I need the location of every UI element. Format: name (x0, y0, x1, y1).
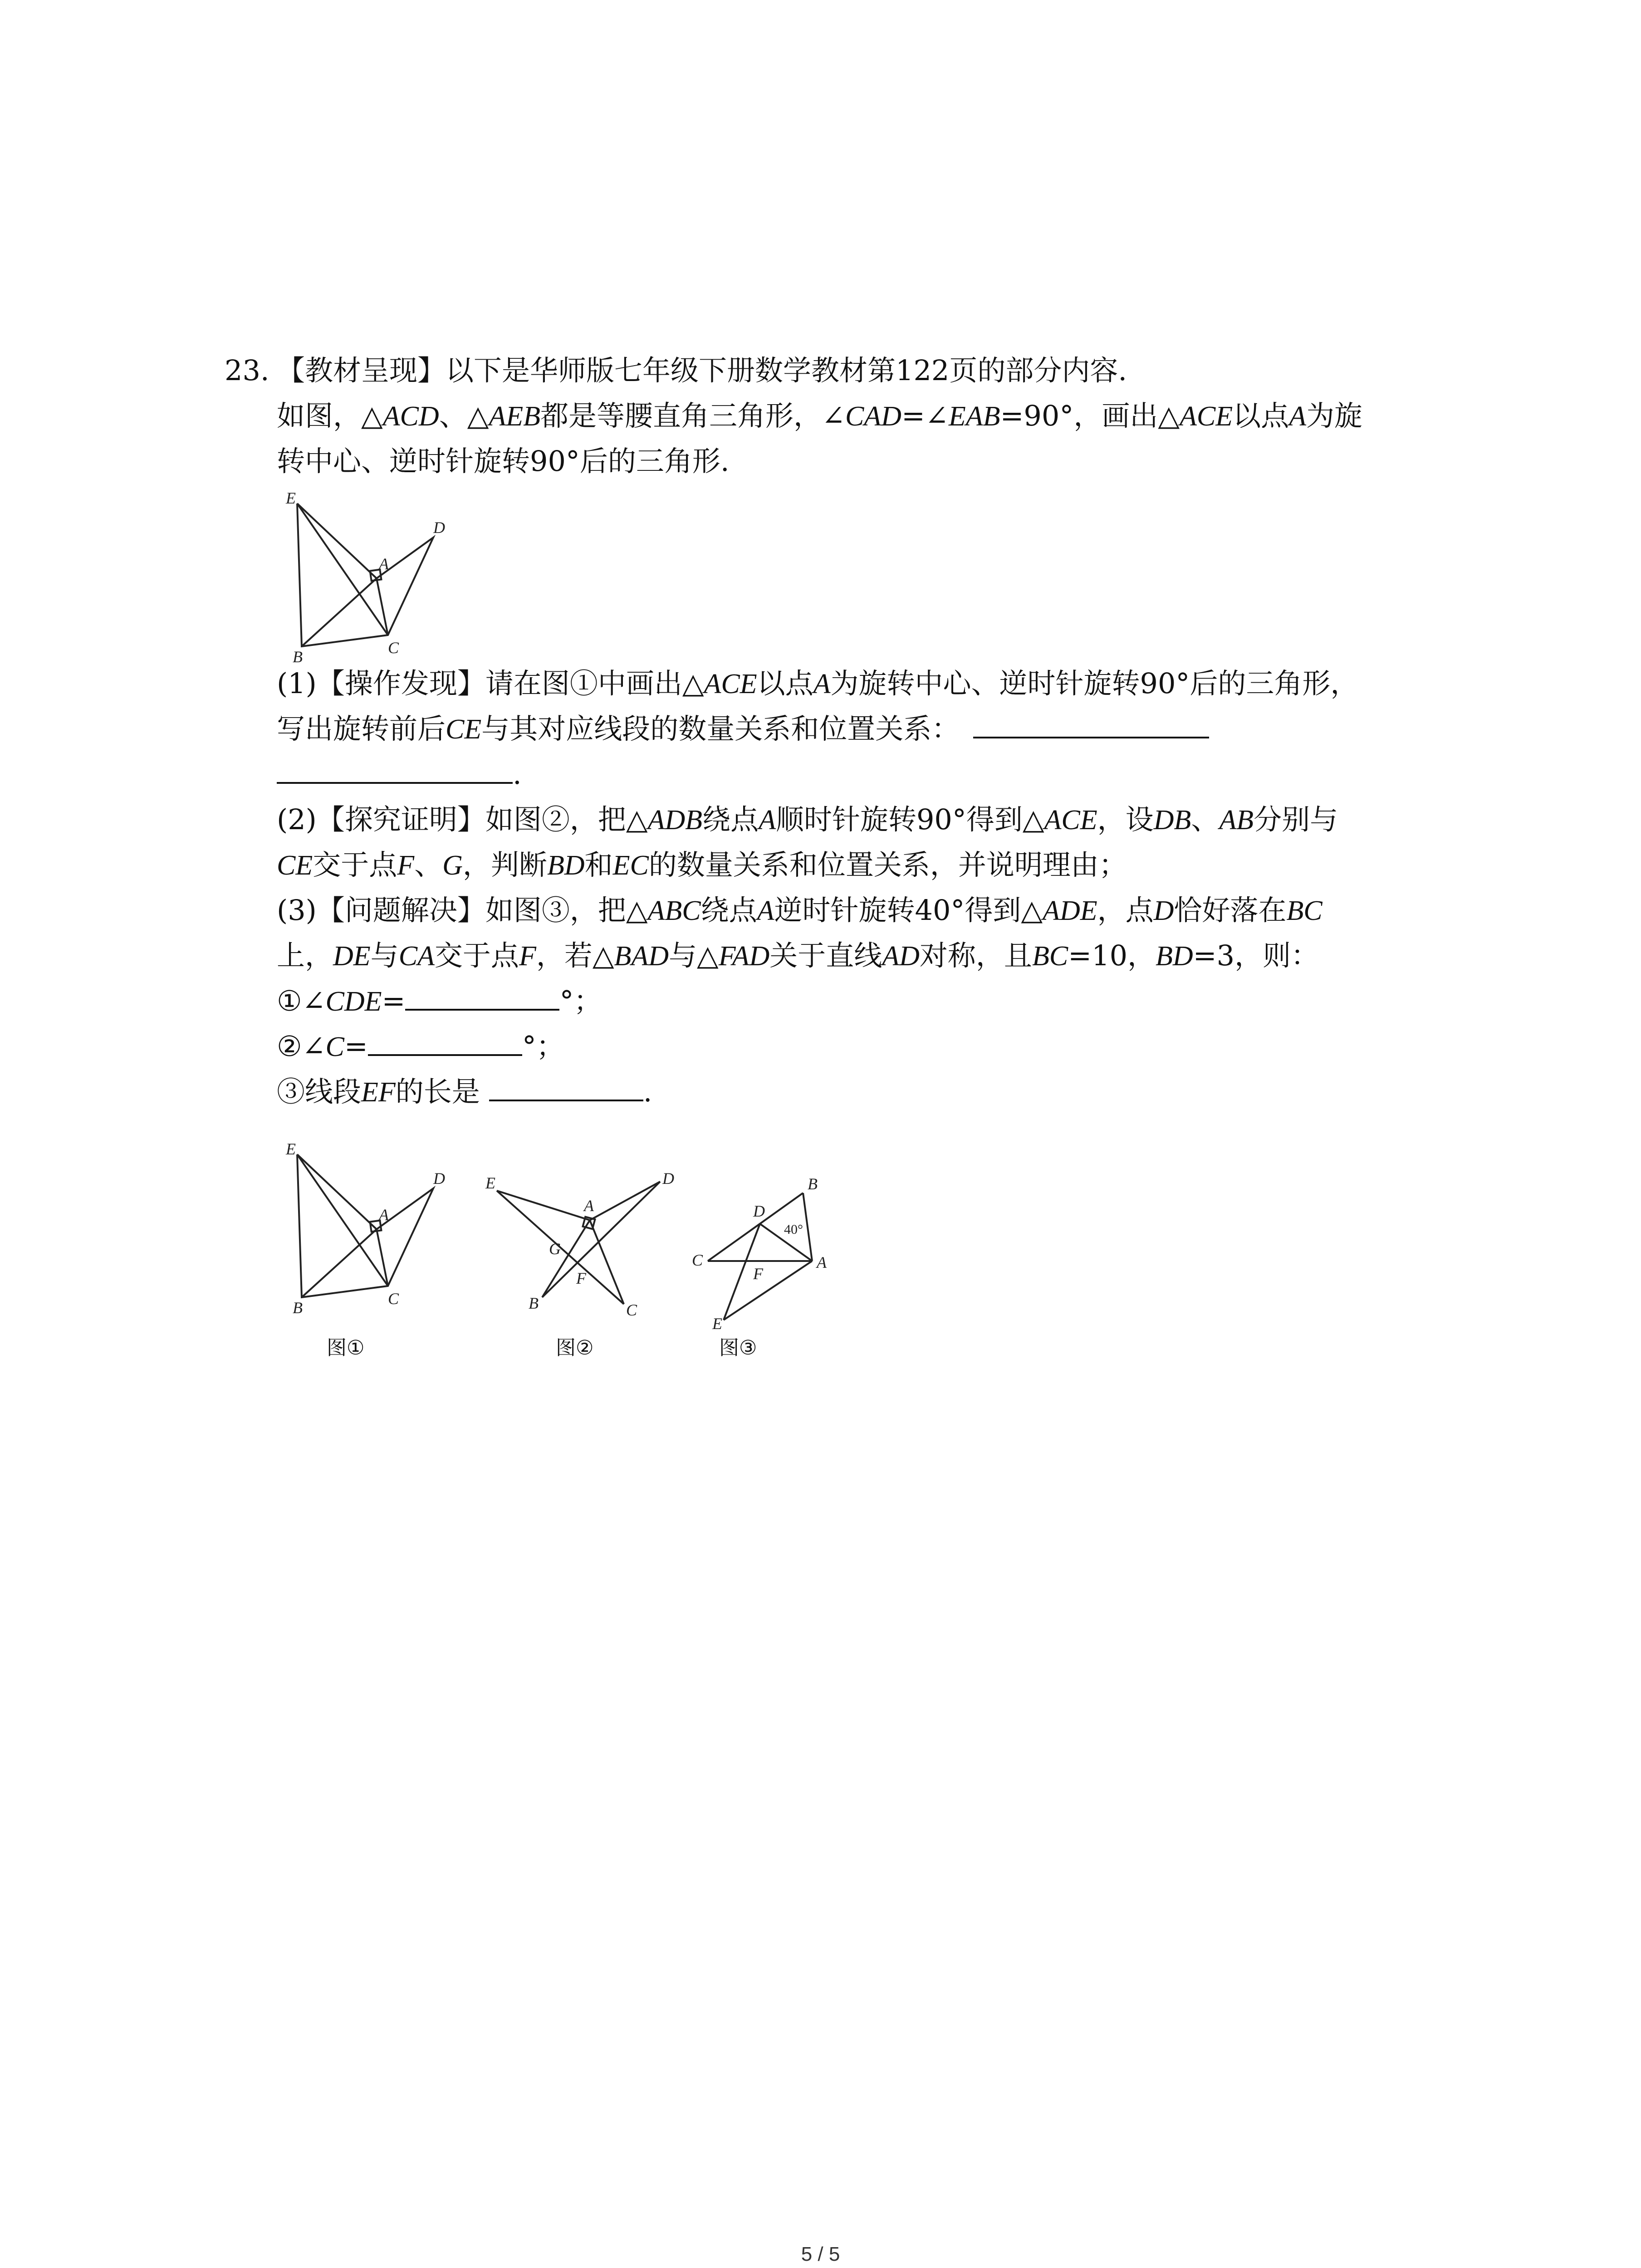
fig3-label-a: A (817, 1253, 827, 1271)
fig0-outline (297, 503, 433, 646)
part3-line-1: (3)【问题解决】如图③，把△ABC绕点A逆时针旋转40°得到△ADE，点D恰好落在BC (277, 894, 1323, 927)
fig2-line-ad (590, 1182, 660, 1220)
part3-sub1: ①∠CDE= °； (277, 981, 602, 1022)
page-number: 5 / 5 (801, 2243, 840, 2265)
fig1-label-d: D (433, 1169, 445, 1188)
part1-line-3: . (277, 754, 522, 795)
figure-3 (681, 1170, 853, 1334)
fig1-label-a: A (379, 1206, 389, 1224)
fig0-label-a: A (379, 555, 389, 573)
part1-answer-blank-2[interactable] (277, 755, 513, 784)
fig1-line-ec (297, 1154, 388, 1286)
description-line-2: 转中心、逆时针旋转90°后的三角形. (277, 445, 730, 478)
fig2-label-a: A (584, 1197, 594, 1215)
part2-line-2: CE交于点F、G，判断BD和EC的数量关系和位置关系，并说明理由； (277, 848, 1127, 881)
fig0-label-b: B (293, 648, 303, 662)
part1-line-1: (1)【操作发现】请在图①中画出△ACE以点A为旋转中心、逆时针旋转90°后的三角形， (277, 667, 1359, 700)
part3-sub2: ②∠C= °； (277, 1026, 564, 1067)
figure-1 (277, 1141, 458, 1313)
fig3-line-ea (724, 1261, 812, 1320)
fig0-line-ba (302, 578, 377, 646)
part3-sub3: ③线段EF的长是 . (277, 1071, 652, 1113)
part1-line-2: 写出旋转前后CE与其对应线段的数量关系和位置关系： (277, 709, 1209, 750)
fig2-label-c: C (626, 1301, 637, 1319)
fig3-angle-label: 40° (784, 1222, 803, 1237)
fig1-label-e: E (286, 1141, 296, 1158)
figure-3-caption: 图③ (719, 1336, 757, 1359)
part3-sub2-blank[interactable] (368, 1027, 522, 1056)
figure-2-caption: 图② (556, 1336, 594, 1359)
fig3-label-d: D (753, 1202, 765, 1220)
fig2-label-e: E (485, 1174, 495, 1192)
fig2-label-f: F (576, 1269, 586, 1287)
fig3-line-ba (803, 1193, 812, 1261)
fig0-label-c: C (388, 639, 399, 657)
fig0-label-d: D (433, 518, 445, 537)
fig0-label-e: E (286, 490, 296, 507)
fig3-label-c: C (692, 1251, 703, 1269)
fig3-label-e: E (712, 1315, 722, 1333)
fig1-outline (297, 1154, 433, 1297)
fig2-label-d: D (662, 1173, 674, 1188)
part2-line-1: (2)【探究证明】如图②，把△ADB绕点A顺时针旋转90°得到△ACE，设DB、AB分别与 (277, 803, 1338, 836)
intro-line: 【教材呈现】以下是华师版七年级下册数学教材第122页的部分内容. (277, 354, 1127, 387)
fig2-line-ea (497, 1191, 590, 1220)
fig1-line-ba (302, 1229, 377, 1297)
fig1-label-b: B (293, 1299, 303, 1313)
question-number: 23. (225, 354, 269, 387)
part3-sub3-blank[interactable] (489, 1072, 643, 1101)
fig1-label-c: C (388, 1290, 399, 1308)
fig3-label-f: F (753, 1265, 763, 1283)
figure-2 (479, 1173, 687, 1327)
figure-1-caption: 图① (327, 1336, 365, 1359)
part3-line-2: 上，DE与CA交于点F，若△BAD与△FAD关于直线AD对称，且BC=10，BD=3，则： (277, 939, 1319, 972)
description-line-1: 如图，△ACD、△AEB都是等腰直角三角形，∠CAD=∠EAB=90°，画出△ACE以点A为旋 (277, 399, 1363, 432)
fig3-label-b: B (808, 1175, 818, 1193)
fig2-label-g: G (549, 1240, 561, 1258)
part3-sub1-blank[interactable] (405, 982, 559, 1011)
fig2-label-b: B (529, 1294, 539, 1312)
part1-answer-blank-1[interactable] (973, 709, 1209, 738)
textbook-figure (277, 490, 458, 662)
fig0-line-ec (297, 503, 388, 635)
